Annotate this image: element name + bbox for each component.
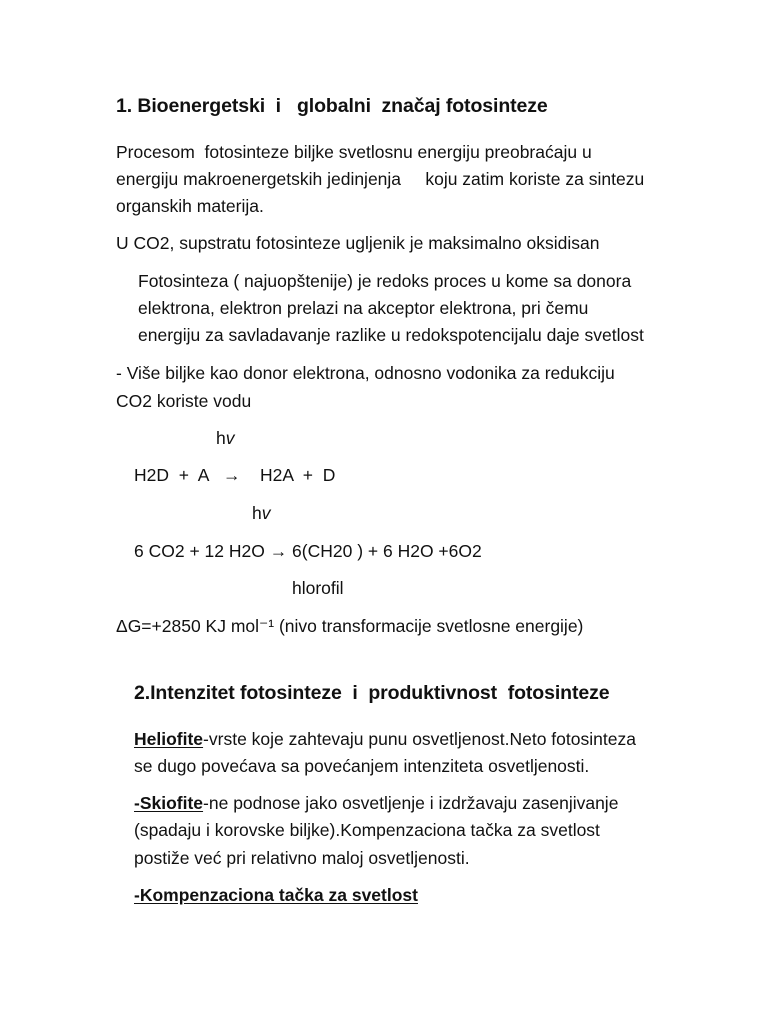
paragraph-2: U CO2, supstratu fotosinteze ugljenik je maksimalno oksidisan (116, 233, 600, 253)
kompenzaciona-heading (134, 885, 418, 905)
paragraph-4-line-2: CO2 koriste vodu (116, 391, 252, 411)
planck-h: h (252, 503, 262, 523)
paragraph-1-line-1: Procesom fotosinteze biljke svetlosnu energiju preobraćaju u (116, 142, 592, 162)
delta-g-line: ΔG=+2850 KJ mol⁻¹ (nivo transformacije svetlosne energije) (116, 616, 584, 636)
skiofite-line-2: (spadaju i korovske biljke).Kompenzaciona tačka za svetlost (134, 820, 600, 840)
skiofite-term: -Skiofite (134, 793, 204, 813)
heliofite-definition: -vrste koje zahtevaju punu osvetljenost.Neto fotosinteza (203, 729, 636, 749)
paragraph-1-line-3: organskih materija. (116, 196, 264, 216)
skiofite-line-3: postiže već pri relativno maloj osvetljenosti. (134, 848, 470, 868)
equation-1-light-label (216, 428, 234, 448)
heliofite-line-1 (134, 729, 636, 749)
equation-2-catalyst: hlorofil (292, 578, 344, 598)
paragraph-3-line-3: energiju za savladavanje razlike u redokspotencijalu daje svetlost (138, 325, 644, 345)
equation-1: H2D + A → H2A + D (134, 465, 336, 485)
section-2-heading: 2.Intenzitet fotosinteze i produktivnost fotosinteze (134, 682, 610, 704)
skiofite-line-1 (134, 793, 618, 813)
paragraph-4-line-1: - Više biljke kao donor elektrona, odnosno vodonika za redukciju (116, 363, 615, 383)
frequency-nu: v (261, 503, 271, 523)
heliofite-line-2: se dugo povećava sa povećanjem intenziteta osvetljenosti. (134, 756, 590, 776)
skiofite-definition: -ne podnose jako osvetljenje i izdržavaju zasenjivanje (203, 793, 619, 813)
paragraph-3-line-2: elektrona, elektron prelazi na akceptor elektrona, pri čemu (138, 298, 589, 318)
equation-2: 6 CO2 + 12 H2O → 6(CH20 ) + 6 H2O +6O2 (134, 541, 482, 561)
equation-2-light-label (252, 503, 270, 523)
section-1-heading: 1. Bioenergetski i globalni značaj fotosinteze (116, 95, 548, 117)
planck-h: h (216, 428, 226, 448)
frequency-nu: v (225, 428, 235, 448)
paragraph-3-line-1: Fotosinteza ( najuopštenije) je redoks proces u kome sa donora (138, 271, 632, 291)
heliofite-term: Heliofite (134, 729, 204, 749)
paragraph-1-line-2: energiju makroenergetskih jedinjenja koju zatim koriste za sintezu (116, 169, 645, 189)
kompenzaciona-term: -Kompenzaciona tačka za svetlost (134, 885, 418, 905)
